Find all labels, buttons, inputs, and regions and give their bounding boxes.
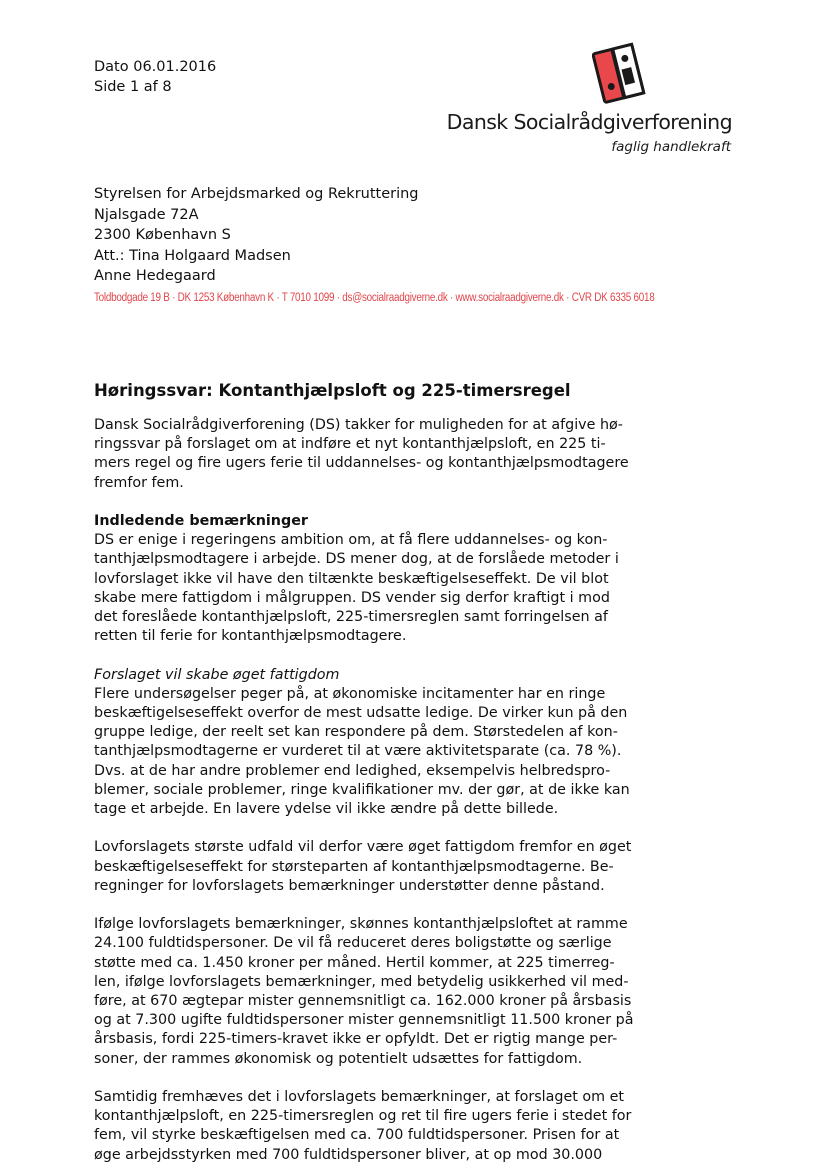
section-poverty [94,666,634,820]
text-line: DS er enige i regeringens ambition om, at få flere uddannelses- og kon- [94,532,608,549]
text-line: 24.100 fuldtidspersoner. De vil få reduceret deres boligstøtte og særlige [94,935,612,952]
text-line: Flere undersøgelser peger på, at økonomiske incitamenter har en ringe [94,685,606,702]
paragraph [94,838,634,896]
ds-logo-icon [592,40,648,104]
contact-line: Toldbodgade 19 B · DK 1253 København K · T 7010 1099 · ds@socialraadgiverne.dk · www.socialraadgiverne.dk · CVR DK 6335 6018 [94,292,655,304]
text-line: regninger for lovforslagets bemærkninger understøtter denne påstand. [94,877,605,894]
text-line: ringssvar på forslaget om at indføre et nyt kontanthjælpsloft, en 225 ti- [94,436,606,453]
section-heading: Forslaget vil skabe øget fattigdom [94,666,340,683]
text-line: lovforslaget ikke vil have den tiltænkte beskæftigelseseffekt. De vil blot [94,570,609,587]
text-line: og at 7.300 ugifte fuldtidspersoner mister gennemsnitligt 11.500 kroner på [94,1012,634,1029]
recipient-line: Att.: Tina Holgaard Madsen [94,247,291,264]
recipient-line: Njalsgade 72A [94,206,199,223]
text-line: Lovforslagets største udfald vil derfor være øget fattigdom fremfor en øget [94,839,632,856]
text-line: årsbasis, fordi 225-timers-kravet ikke er opfyldt. Det er rigtig mange per- [94,1031,618,1048]
text-line: tage et arbejde. En lavere ydelse vil ikke ændre på dette billede. [94,801,559,818]
recipient-line: Styrelsen for Arbejdsmarked og Rekruttering [94,186,419,202]
text-line: Ifølge lovforslagets bemærkninger, skønnes kontanthjælpsloftet at ramme [94,916,628,933]
brand-tagline: faglig handlekraft [611,139,731,155]
page-number: Side 1 af 8 [94,79,172,95]
section-intro-remarks [94,512,634,646]
text-line: blemer, sociale problemer, ringe kvalifikationer mv. der gør, at de ikke kan [94,781,630,798]
text-line: Dansk Socialrådgiverforening (DS) takker for muligheden for at afgive hø- [94,417,623,433]
text-line: soner, der rammes økonomisk og potentielt udsættes for fattigdom. [94,1050,583,1067]
brand-name: Dansk Socialrådgiverforening [446,110,732,134]
text-line: tanthjælpsmodtagere i arbejde. DS mener dog, at de forslåede metoder i [94,551,619,568]
text-line: det foreslåede kontanthjælpsloft, 225-timersreglen samt forringelsen af [94,609,608,626]
text-line: Dvs. at de har andre problemer end ledighed, eksempelvis helbredspro- [94,762,611,779]
paragraph [94,915,634,1069]
text-line: fremfor fem. [94,474,184,491]
text-line: beskæftigelseseffekt overfor de mest udsatte ledige. De virker kun på den [94,705,628,722]
document-meta [94,57,216,97]
text-line: tanthjælpsmodtagerne er vurderet til at være aktivitetsparate (ca. 78 %). [94,743,622,760]
document-date: Dato 06.01.2016 [94,59,217,75]
text-line: øge arbejdsstyrken med 700 fuldtidspersoner bliver, at op mod 30.000 [94,1146,603,1163]
letter-body [94,416,634,1165]
page-title: Høringssvar: Kontanthjælpsloft og 225-timersregel [94,381,571,400]
text-line: skabe mere fattigdom i målgruppen. DS vender sig derfor kraftigt i mod [94,589,610,606]
text-line: kontanthjælpsloft, en 225-timersreglen og ret til fire ugers ferie i stedet for [94,1108,632,1125]
section-heading: Indledende bemærkninger [94,513,308,529]
text-line: len, ifølge lovforslagets bemærkninger, med betydelig usikkerhed vil med- [94,973,629,990]
text-line: mers regel og fire ugers ferie til uddannelses- og kontanthjælpsmodtagere [94,455,629,472]
text-line: beskæftigelseseffekt for størsteparten af kontanthjælpsmodtagerne. Be- [94,858,614,875]
recipient-line: 2300 København S [94,227,231,243]
recipient-line: Anne Hedegaard [94,268,216,284]
text-line: fem, vil styrke beskæftigelsen med ca. 700 fuldtidspersoner. Prisen for at [94,1127,620,1144]
text-line: retten til ferie for kontanthjælpsmodtagere. [94,628,407,645]
text-line: gruppe ledige, der reelt set kan respondere på dem. Størstedelen af kon- [94,724,618,741]
text-line: Samtidig fremhæves det i lovforslagets bemærkninger, at forslaget om et [94,1089,625,1106]
text-line: føre, at 670 ægtepar mister gennemsnitligt ca. 162.000 kroner på årsbasis [94,993,632,1010]
intro-paragraph [94,416,634,493]
recipient-address [94,184,419,287]
text-line: støtte med ca. 1.450 kroner per måned. Hertil kommer, at 225 timerreg- [94,954,615,971]
paragraph [94,1088,634,1165]
